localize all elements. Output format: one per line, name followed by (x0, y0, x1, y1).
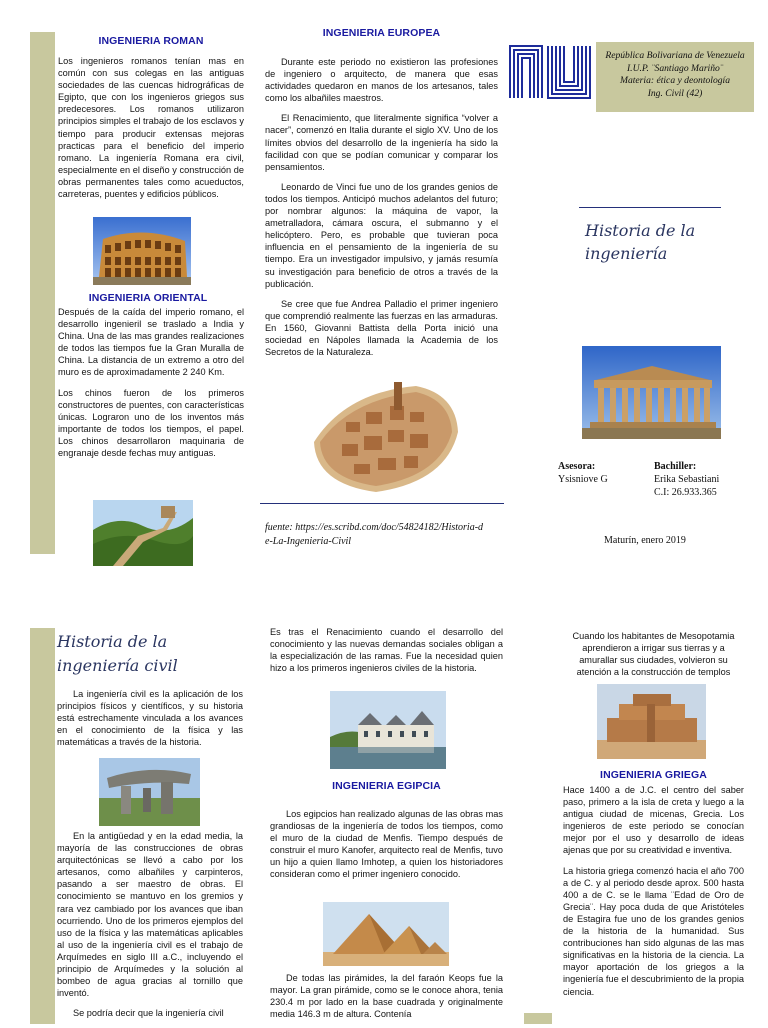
bachiller-block (654, 460, 754, 499)
para-oriental-1: Después de la caída del imperio romano, el desarrollo ingenieril se traslado a India y China. Una de las mas grandes realizaciones de todos las tiempos fue la Gran Muralla de China. La distancia de un extremo a otro del muro es de aproximadamente 2 240 Km. (58, 307, 244, 378)
text-oriental (58, 306, 244, 467)
institution-line-4: Ing. Civil (42) (647, 87, 703, 99)
chateau-photo (330, 691, 446, 769)
asesora-label: Asesora: (558, 461, 596, 472)
bachiller-label: Bachiller: (654, 461, 697, 472)
text-civil-2 (57, 830, 243, 1027)
institution-text (596, 50, 754, 100)
para-civil-1: La ingeniería civil es la aplicación de los principios físicos y científicos, y su historia está estrechamente vinculada a los avances en el conocimiento de la física y las matemáticas a través de la historia. (57, 689, 243, 748)
text-egipcia-1 (270, 808, 503, 889)
para-europea-2: El Renacimiento, que literalmente significa “volver a nacer”, comenzó en Italia durante el siglo XV. Uno de los límites obvios del desarrollo de la ingeniería ha sido la facilidad con que se podían comunicar y comparar los pensamientos. (265, 113, 498, 172)
text-civil-1 (57, 688, 243, 756)
heading-oriental: INGENIERIA ORIENTAL (88, 292, 208, 304)
institution-line-2: I.U.P. ¨Santiago Mariño¨ (626, 62, 724, 74)
text-egipcia-2 (270, 972, 503, 1028)
bachiller-name: Erika Sebastiani (654, 474, 720, 485)
parthenon-photo (582, 346, 721, 439)
text-renacimiento (270, 626, 503, 682)
para-oriental-2: Los chinos fueron de los primeros constructores de puentes, con características únicas. Lograron uno de los inventos más importante de todos los tiempos, el papel. Los chinos desarrollaron maquinaria de engranaje desde fechas muy antiguas. (58, 387, 244, 459)
heading-roman: INGENIERIA ROMAN (98, 35, 204, 47)
para-griega-2: La historia griega comenzó hacia el año 700 a de C. y al periodo desde aprox. 500 hasta 400 a de C. se le llama ¨Edad de Oro de Grecia¨. Hay poca duda de que Aristóteles de Estagira fue uno de los grandes genios de la historia de la humanidad. Sus contribuciones han sido algunas de las mas significativas en la historia de la ciencia. La mayor aportación de los griegos a la ingeniería fue el descubrimiento de la propia ciencia. (563, 865, 744, 997)
place-date: Maturín, enero 2019 (604, 535, 686, 546)
left-accent-bar-top (30, 32, 55, 554)
para-mesopotamia: Cuando los habitantes de Mesopotamia aprendieron a irrigar sus tierras y a amurallar sus ciudades, volvieron su atención a la construcción de templos (572, 631, 735, 678)
para-griega-1: Hace 1400 a de J.C. el centro del saber paso, primero a la isla de creta y luego a la antigua ciudad de micenas, Grecia. Los ingenieros de este periodo se conocían mejor por el uso y desarrollo de ideas ajenas que por su creatividad e inventiva. (563, 785, 744, 856)
para-egipcia-1: Los egipcios han realizado algunas de las obras mas grandiosas de la ingeniería de todos los tiempos, como el muro de la ciudad de Menfis. Tiempo después de construir el muro Kanofer, arquitecto real de Menfis, tuvo un hijo a quien llamo Imhotep, a quien los historiadores consideran como el primer ingeniero conocido. (270, 809, 503, 880)
para-roman: Los ingenieros romanos tenían mas en común con sus colegas en las antiguas sociedades de las cuencas hidrográficas de Egipto, que con los ingenieros griegos sus predecesores. Los romanos utilizaron principios simples el trabajo de los esclavos y tiempo para producir extensas mejoras practicas para el beneficio del imperio romano. La ingeniería Romana era civil, especialmente en el diseño y construcción de obras permanentes tales como acueductos, carreteras, puentes y edificios públicos. (58, 56, 244, 200)
university-logo (508, 42, 592, 100)
asesora-name: Ysisniove G (558, 474, 608, 485)
civil-title: Historia de la ingeniería civil (57, 632, 178, 675)
small-accent-block (524, 1013, 552, 1024)
cover-title: Historia de la ingeniería (585, 221, 696, 263)
para-civil-3: Se podría decir que la ingeniería civil (73, 1008, 224, 1019)
divider-europea (260, 503, 504, 504)
ziggurat-photo (597, 684, 706, 759)
heading-europea: INGENIERIA EUROPEA (322, 27, 441, 39)
institution-line-3: Materia: ética y deontología (619, 75, 731, 86)
text-europea (265, 56, 498, 366)
source-reference: fuente: https://es.scribd.com/doc/54824182/Historia-de-La-Ingenieria-Civil (265, 522, 484, 547)
para-civil-2: En la antigüedad y en la edad media, la mayoría de las construcciones de obras arquitectónicas se llevó a cabo por los artesanos, como albañiles y carpinteros, pasando a ser maestro de obras. El conocimiento se mantuvo en los gremios y rara vez cambiado por los avances que iban ocurriendo. Uno de los primeros ejemplos del uso de la física y las matemáticas aplicables al uso de la ingeniería civil es el trabajo de Arquímedes en siglo III a.C., incluyendo el principio de Arquímedes y la solución al bombeo de agua gracias al tornillo que inventó. (57, 831, 243, 999)
text-roman (58, 55, 244, 208)
bachiller-ci: C.I: 26.933.365 (654, 487, 717, 498)
asesora-block (558, 460, 648, 486)
text-griega (563, 784, 744, 1006)
great-wall-photo (93, 500, 193, 566)
para-renacimiento: Es tras el Renacimiento cuando el desarrollo del conocimiento y las nuevas demandas sociales obligan a la especialización de las ramas. Fue la necesidad quien hizo a los primeros ingenieros civiles de la historia. (270, 627, 503, 674)
para-europea-4: Se cree que fue Andrea Palladio el primer ingeniero que comprendió realmente las fuerzas en las armaduras. En 1560, Giovanni Battista della Porta inició una sociedad en Nápoles llamada la Academia de los Secretos de la Naturaleza. (265, 298, 498, 358)
para-europea-3: Leonardo de Vinci fue uno de los grandes genios de todos los tiempos. Anticipó muchos adelantos del futuro; por nombrar algunos: la máquina de vapor, la ametralladora, cámara oscura, el submanno y el helicóptero. Pero, es probable que tuvieran poca influencia en el pensamiento de la ingeniería de su tiempo. Era un investigador impulsivo, y jamás resumía su investigación para beneficio de otros a través de la publicación. (265, 181, 498, 289)
medieval-city-illustration (306, 372, 462, 498)
text-mesopotamia (563, 630, 744, 686)
para-europea-1: Durante este periodo no existieron las profesiones de ingeniero o arquitecto, de manera que esas actividades quedaron en manos de los artesanos, tales como los albañiles maestros. (265, 57, 498, 104)
para-egipcia-2: De todas las pirámides, la del faraón Keops fue la mayor. La gran pirámide, como se le conoce ahora, tenia 230.4 m por lado en la base cuadrada y originalmente media 146.3 m de altura. Contenía (270, 973, 503, 1020)
institution-line-1: República Bolivariana de Venezuela (605, 50, 745, 61)
pyramids-photo (323, 902, 449, 966)
dolmen-photo (99, 758, 200, 826)
left-accent-bar-bottom (30, 628, 55, 1024)
colosseum-photo (93, 217, 191, 285)
title-rule-top (579, 207, 721, 208)
heading-egipcia: INGENIERIA EGIPCIA (332, 780, 441, 792)
heading-griega: INGENIERIA GRIEGA (600, 769, 707, 781)
